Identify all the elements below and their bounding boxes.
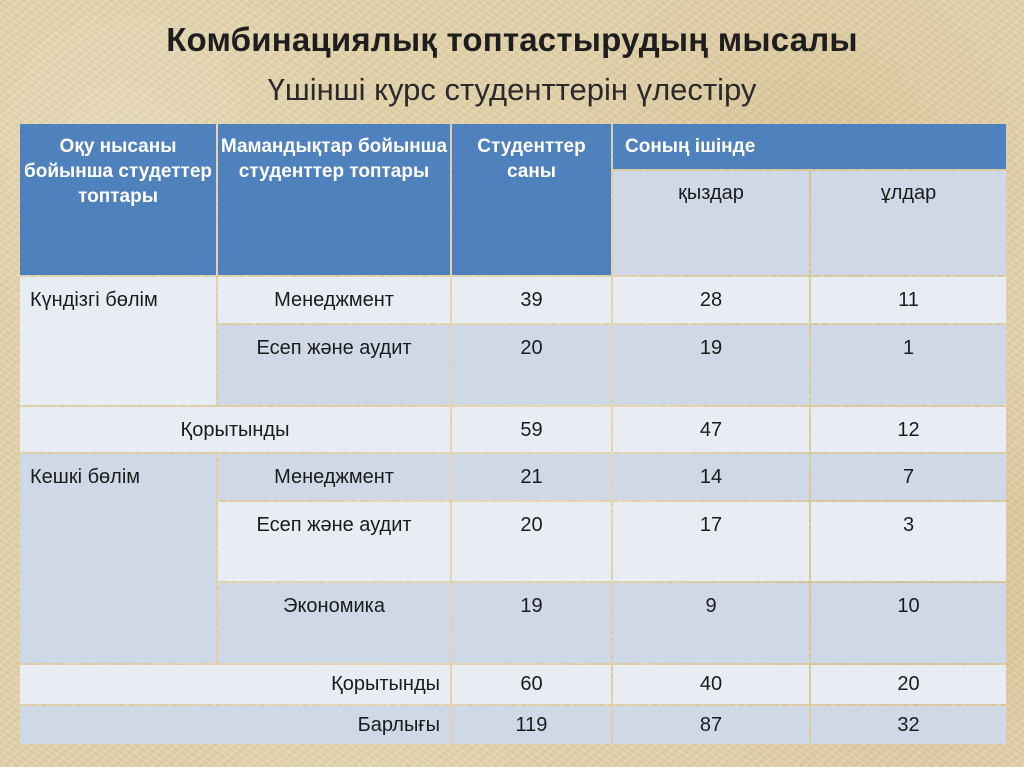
- table-row: [20, 454, 1006, 499]
- table-header-row: [20, 124, 1006, 169]
- header-student-count-label: Студенттер саны: [477, 136, 586, 182]
- total-cell: 20: [452, 502, 611, 582]
- total-cell: 60: [452, 665, 611, 703]
- total-cell: 119: [452, 706, 611, 745]
- header-specialty: [218, 124, 450, 275]
- group-day: [20, 277, 216, 404]
- table-row: [20, 277, 1006, 322]
- girls-cell: 28: [613, 277, 809, 322]
- header-boys-label: ұлдар: [880, 182, 937, 205]
- header-girls-label: қыздар: [678, 182, 744, 205]
- total-cell: 20: [452, 325, 611, 405]
- boys-cell: 20: [811, 665, 1006, 703]
- group-day-label: Күндізгі бөлім: [30, 289, 158, 312]
- total-cell: 59: [452, 407, 611, 452]
- subtotal-label-cell: Қорытынды: [20, 407, 450, 452]
- girls-cell: 47: [613, 407, 809, 452]
- subtotal-row: [20, 665, 1006, 703]
- specialty-cell: Есеп және аудит: [218, 325, 450, 405]
- slide-title: Комбинациялық топтастырудың мысалы: [166, 21, 858, 58]
- boys-cell: 1: [811, 325, 1006, 405]
- distribution-table: [18, 122, 1008, 746]
- header-student-count: [452, 124, 611, 275]
- subtotal-label-cell: Қорытынды: [20, 665, 450, 703]
- subtotal-row: [20, 407, 1006, 452]
- specialty-cell: Есеп және аудит: [218, 502, 450, 582]
- boys-cell: 7: [811, 454, 1006, 499]
- boys-cell: 32: [811, 706, 1006, 745]
- slide-subtitle: Үшінші курс студенттерін үлестіру: [267, 72, 757, 107]
- girls-cell: 14: [613, 454, 809, 499]
- boys-cell: 11: [811, 277, 1006, 322]
- boys-cell: 10: [811, 583, 1006, 663]
- girls-cell: 19: [613, 325, 809, 405]
- header-specialty-label: Мамандықтар бойынша студенттер топтары: [220, 136, 448, 182]
- header-study-form-label: Оқу нысаны бойынша студеттер топтары: [23, 136, 212, 207]
- grand-total-row: [20, 706, 1006, 745]
- header-girls: [613, 171, 809, 275]
- boys-cell: 3: [811, 502, 1006, 582]
- header-including-label: Соның ішінде: [625, 136, 756, 158]
- total-cell: 21: [452, 454, 611, 499]
- grand-total-label-cell: Барлығы: [20, 706, 450, 745]
- specialty-cell: Менеджмент: [218, 277, 450, 322]
- distribution-table-container: [18, 122, 1006, 746]
- girls-cell: 40: [613, 665, 809, 703]
- specialty-cell: Менеджмент: [218, 454, 450, 499]
- girls-cell: 17: [613, 502, 809, 582]
- total-cell: 19: [452, 583, 611, 663]
- header-study-form: [20, 124, 216, 275]
- girls-cell: 9: [613, 583, 809, 663]
- group-evening: [20, 454, 216, 663]
- specialty-cell: Экономика: [218, 583, 450, 663]
- group-evening-label: Кешкі бөлім: [30, 466, 141, 489]
- header-including: [613, 124, 1006, 169]
- total-cell: 39: [452, 277, 611, 322]
- boys-cell: 12: [811, 407, 1006, 452]
- girls-cell: 87: [613, 706, 809, 745]
- header-boys: [811, 171, 1006, 275]
